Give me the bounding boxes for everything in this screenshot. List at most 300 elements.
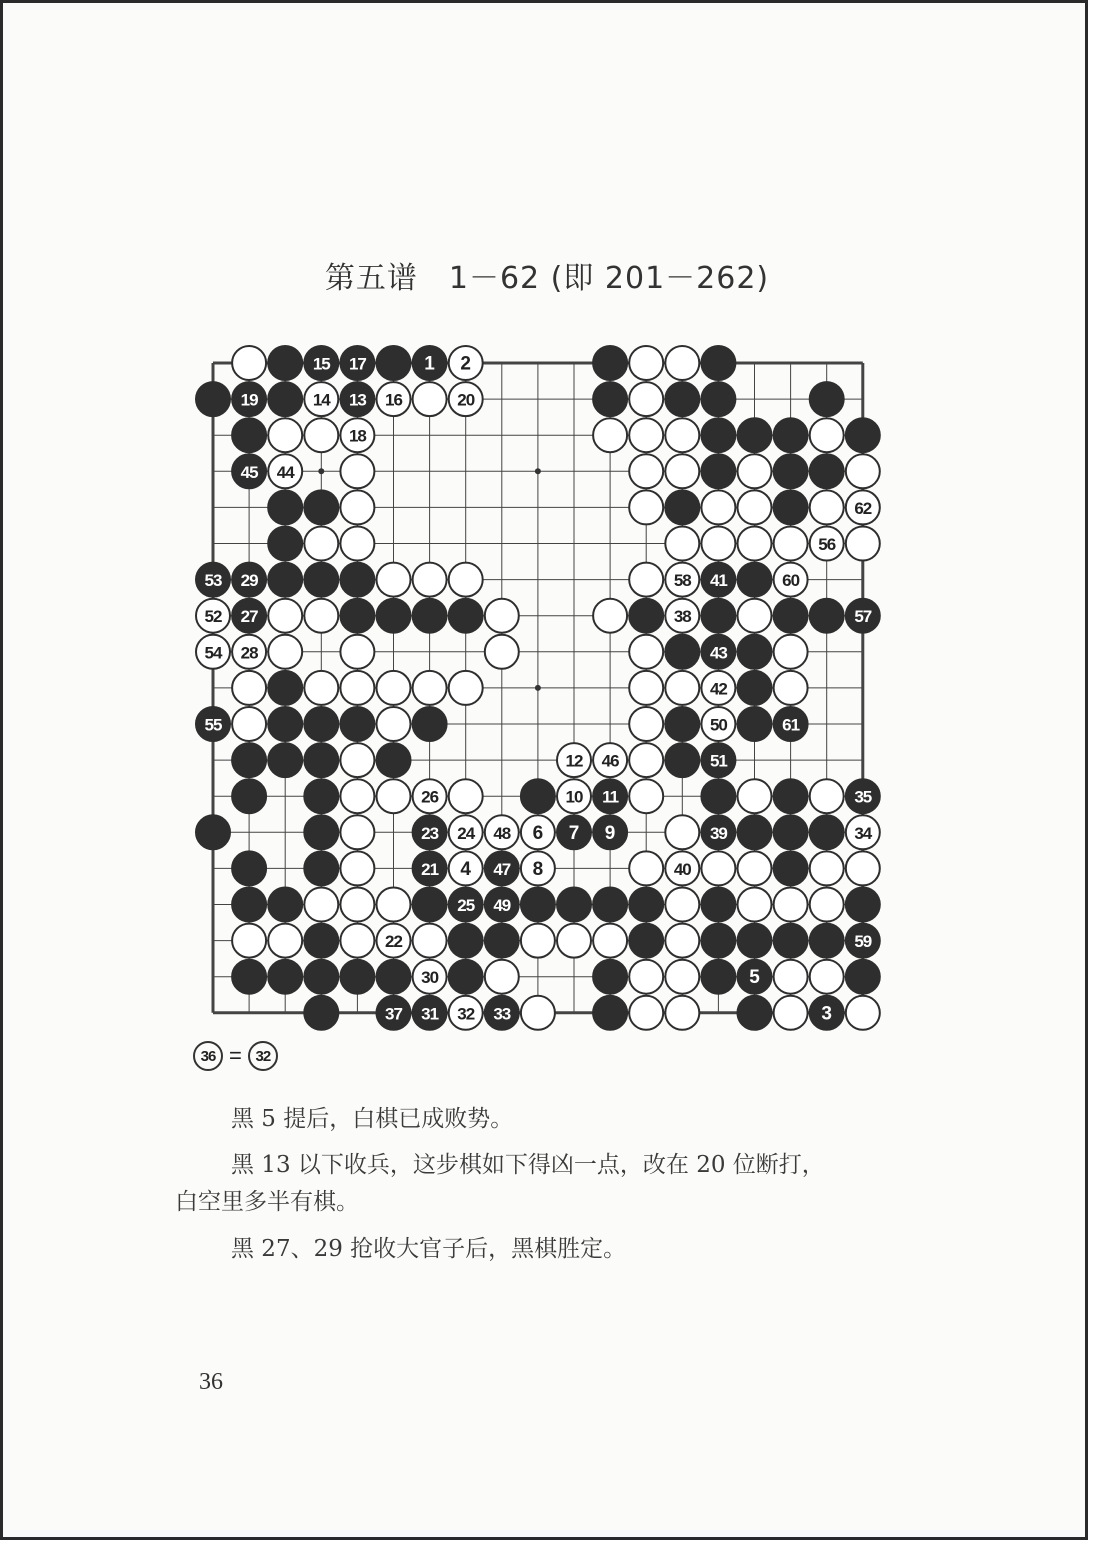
move-number: 41 — [709, 571, 727, 591]
black-stone — [232, 779, 266, 813]
white-stone — [810, 779, 844, 813]
white-stone — [557, 743, 591, 777]
white-stone — [304, 671, 338, 705]
white-stone — [810, 527, 844, 561]
black-stone — [268, 527, 302, 561]
black-stone — [485, 924, 519, 958]
white-stone — [774, 671, 808, 705]
move-number: 45 — [240, 462, 258, 482]
black-stone — [196, 563, 230, 597]
black-stone — [665, 490, 699, 524]
black-stone — [413, 851, 447, 885]
white-stone — [377, 888, 411, 922]
black-stone — [846, 779, 880, 813]
black-stone — [377, 960, 411, 994]
move-36-marker: 36 — [193, 1041, 223, 1071]
black-stone — [593, 779, 627, 813]
black-stone — [232, 563, 266, 597]
white-stone — [665, 888, 699, 922]
white-stone — [665, 527, 699, 561]
black-stone — [268, 490, 302, 524]
white-stone — [449, 382, 483, 416]
black-stone — [593, 888, 627, 922]
move-number: 23 — [421, 823, 439, 843]
move-number: 40 — [673, 859, 691, 879]
black-stone — [810, 924, 844, 958]
move-number: 19 — [240, 390, 258, 410]
white-stone — [593, 924, 627, 958]
black-stone — [340, 707, 374, 741]
black-stone — [304, 815, 338, 849]
move-number: 22 — [385, 932, 402, 952]
equals-sign: = — [229, 1043, 242, 1068]
black-stone — [846, 888, 880, 922]
black-stone — [196, 382, 230, 416]
white-stone — [449, 851, 483, 885]
white-stone — [665, 599, 699, 633]
white-stone — [521, 924, 555, 958]
black-stone — [557, 888, 591, 922]
move-number: 60 — [782, 571, 800, 591]
white-stone — [629, 382, 663, 416]
white-stone — [846, 527, 880, 561]
white-stone — [377, 924, 411, 958]
white-stone — [413, 779, 447, 813]
black-stone — [846, 924, 880, 958]
move-number: 44 — [276, 462, 294, 482]
black-stone — [485, 996, 519, 1030]
move-number: 21 — [421, 859, 439, 879]
white-stone — [413, 563, 447, 597]
black-stone — [593, 960, 627, 994]
white-stone — [774, 563, 808, 597]
page-edge — [1088, 0, 1097, 1546]
black-stone — [810, 996, 844, 1030]
black-stone — [449, 960, 483, 994]
black-stone — [593, 346, 627, 380]
white-stone — [629, 490, 663, 524]
black-stone — [701, 924, 735, 958]
commentary-paragraph-2-continued: 白空里多半有棋。 — [175, 1189, 359, 1215]
white-stone — [665, 996, 699, 1030]
star-point — [535, 468, 541, 474]
black-stone — [665, 635, 699, 669]
white-stone — [810, 851, 844, 885]
move-number: 51 — [709, 751, 727, 771]
white-stone — [413, 960, 447, 994]
white-stone — [846, 851, 880, 885]
move-number: 49 — [493, 896, 511, 915]
black-stone — [593, 996, 627, 1030]
white-stone — [846, 815, 880, 849]
black-stone — [738, 996, 772, 1030]
white-stone — [268, 418, 302, 452]
white-stone — [774, 527, 808, 561]
black-stone — [485, 851, 519, 885]
white-stone — [701, 671, 735, 705]
move-number: 7 — [568, 822, 580, 844]
white-stone — [593, 743, 627, 777]
white-stone — [449, 815, 483, 849]
black-stone — [449, 599, 483, 633]
black-stone — [449, 888, 483, 922]
white-stone — [340, 418, 374, 452]
black-stone — [738, 418, 772, 452]
move-number: 13 — [348, 390, 366, 410]
black-stone — [701, 743, 735, 777]
go-board-diagram — [183, 333, 913, 1033]
white-stone — [485, 960, 519, 994]
move-number: 62 — [854, 498, 872, 518]
move-number: 4 — [460, 858, 471, 880]
move-number: 8 — [532, 858, 544, 880]
black-stone — [701, 382, 735, 416]
move-number: 14 — [312, 390, 330, 410]
move-number: 30 — [421, 968, 439, 988]
white-stone — [268, 924, 302, 958]
move-number: 46 — [601, 751, 619, 771]
move-number: 56 — [818, 535, 836, 554]
move-number: 37 — [385, 1004, 402, 1024]
black-stone — [232, 454, 266, 488]
black-stone — [738, 671, 772, 705]
white-stone — [232, 707, 266, 741]
white-stone — [738, 454, 772, 488]
black-stone — [774, 490, 808, 524]
commentary-paragraph-1: 黑 5 提后，白棋已成败势。 — [231, 1106, 514, 1132]
white-stone — [629, 779, 663, 813]
black-stone — [232, 851, 266, 885]
white-stone — [557, 779, 591, 813]
black-stone — [774, 851, 808, 885]
black-stone — [268, 382, 302, 416]
white-stone — [665, 454, 699, 488]
move-number: 26 — [421, 787, 439, 807]
black-stone — [738, 815, 772, 849]
black-stone — [738, 635, 772, 669]
white-stone — [340, 815, 374, 849]
white-stone — [810, 490, 844, 524]
white-stone — [268, 454, 302, 488]
black-stone — [810, 454, 844, 488]
move-number: 43 — [709, 643, 727, 663]
white-stone — [701, 490, 735, 524]
black-stone — [521, 779, 555, 813]
black-stone — [413, 815, 447, 849]
white-stone — [701, 851, 735, 885]
white-stone — [485, 635, 519, 669]
black-stone — [232, 599, 266, 633]
black-stone — [774, 454, 808, 488]
black-stone — [665, 707, 699, 741]
white-stone — [377, 671, 411, 705]
black-stone — [377, 996, 411, 1030]
black-stone — [846, 599, 880, 633]
black-stone — [304, 490, 338, 524]
white-stone — [774, 888, 808, 922]
black-stone — [665, 382, 699, 416]
move-number: 10 — [565, 787, 583, 807]
white-stone — [340, 779, 374, 813]
white-stone — [738, 527, 772, 561]
black-stone — [377, 599, 411, 633]
white-stone — [665, 563, 699, 597]
move-number: 31 — [421, 1004, 439, 1024]
white-stone — [449, 996, 483, 1030]
white-stone — [340, 671, 374, 705]
white-stone — [846, 490, 880, 524]
move-number: 53 — [204, 571, 222, 591]
move-number: 61 — [782, 715, 800, 735]
white-stone — [665, 924, 699, 958]
white-stone — [557, 924, 591, 958]
black-stone — [413, 996, 447, 1030]
white-stone — [485, 815, 519, 849]
white-stone — [629, 454, 663, 488]
white-stone — [232, 635, 266, 669]
page-number: 36 — [199, 1369, 223, 1395]
white-stone — [629, 851, 663, 885]
black-stone — [304, 960, 338, 994]
black-stone — [701, 960, 735, 994]
black-stone — [846, 418, 880, 452]
white-stone — [846, 996, 880, 1030]
move-number: 15 — [312, 354, 330, 374]
white-stone — [340, 888, 374, 922]
black-stone — [304, 924, 338, 958]
white-stone — [340, 924, 374, 958]
black-stone — [413, 599, 447, 633]
move-number: 58 — [673, 571, 691, 591]
move-number: 48 — [493, 823, 511, 843]
black-stone — [774, 418, 808, 452]
white-stone — [449, 779, 483, 813]
white-stone — [738, 599, 772, 633]
move-number: 2 — [460, 353, 471, 375]
black-stone — [701, 346, 735, 380]
black-stone — [701, 563, 735, 597]
white-stone — [665, 671, 699, 705]
black-stone — [304, 851, 338, 885]
white-stone — [340, 490, 374, 524]
white-stone — [232, 346, 266, 380]
black-stone — [701, 888, 735, 922]
white-stone — [593, 418, 627, 452]
white-stone — [377, 563, 411, 597]
white-stone — [485, 599, 519, 633]
move-number: 47 — [493, 859, 511, 879]
white-stone — [340, 635, 374, 669]
black-stone — [774, 707, 808, 741]
black-stone — [304, 563, 338, 597]
white-stone — [629, 635, 663, 669]
move-number: 20 — [457, 390, 475, 410]
black-stone — [340, 382, 374, 416]
white-stone — [377, 707, 411, 741]
black-stone — [304, 779, 338, 813]
white-stone — [449, 563, 483, 597]
black-stone — [665, 743, 699, 777]
white-stone — [629, 418, 663, 452]
star-point — [535, 685, 541, 691]
white-stone — [232, 924, 266, 958]
white-stone — [449, 671, 483, 705]
white-stone — [629, 563, 663, 597]
black-stone — [485, 888, 519, 922]
black-stone — [268, 960, 302, 994]
move-number: 50 — [709, 715, 727, 735]
black-stone — [268, 671, 302, 705]
black-stone — [774, 924, 808, 958]
white-stone — [304, 599, 338, 633]
black-stone — [738, 924, 772, 958]
white-stone — [521, 851, 555, 885]
white-stone — [665, 418, 699, 452]
move-number: 28 — [240, 643, 258, 663]
black-stone — [413, 707, 447, 741]
move-number: 24 — [457, 823, 475, 843]
white-stone — [846, 454, 880, 488]
black-stone — [701, 599, 735, 633]
black-stone — [810, 815, 844, 849]
black-stone — [557, 815, 591, 849]
black-stone — [232, 418, 266, 452]
black-stone — [377, 743, 411, 777]
move-number: 12 — [565, 751, 583, 771]
white-stone — [593, 599, 627, 633]
black-stone — [377, 346, 411, 380]
white-stone — [521, 815, 555, 849]
white-stone — [377, 779, 411, 813]
black-stone — [232, 382, 266, 416]
white-stone — [629, 960, 663, 994]
white-stone — [774, 635, 808, 669]
move-number: 38 — [673, 607, 691, 627]
move-number: 34 — [854, 823, 872, 843]
black-stone — [701, 418, 735, 452]
move-equivalence-note — [193, 1039, 278, 1073]
white-stone — [340, 851, 374, 885]
white-stone — [196, 635, 230, 669]
white-stone — [304, 382, 338, 416]
white-stone — [629, 346, 663, 380]
black-stone — [629, 924, 663, 958]
white-stone — [268, 599, 302, 633]
white-stone — [340, 454, 374, 488]
move-number: 42 — [709, 679, 727, 699]
white-stone — [413, 382, 447, 416]
white-stone — [629, 743, 663, 777]
move-number: 29 — [240, 571, 258, 591]
black-stone — [268, 346, 302, 380]
black-stone — [593, 815, 627, 849]
black-stone — [738, 707, 772, 741]
move-number: 3 — [821, 1003, 832, 1025]
black-stone — [701, 635, 735, 669]
white-stone — [701, 707, 735, 741]
move-number: 33 — [493, 1004, 511, 1024]
white-stone — [810, 418, 844, 452]
black-stone — [738, 960, 772, 994]
black-stone — [340, 563, 374, 597]
black-stone — [340, 960, 374, 994]
move-number: 6 — [532, 822, 544, 844]
white-stone — [196, 599, 230, 633]
black-stone — [629, 599, 663, 633]
black-stone — [810, 599, 844, 633]
white-stone — [377, 382, 411, 416]
move-number: 32 — [457, 1004, 475, 1024]
black-stone — [521, 888, 555, 922]
move-number: 35 — [854, 787, 872, 807]
black-stone — [701, 779, 735, 813]
white-stone — [413, 671, 447, 705]
move-number: 11 — [602, 787, 619, 807]
black-stone — [701, 454, 735, 488]
move-number: 57 — [854, 607, 872, 627]
black-stone — [340, 599, 374, 633]
white-stone — [629, 996, 663, 1030]
black-stone — [774, 599, 808, 633]
white-stone — [665, 346, 699, 380]
white-stone — [665, 960, 699, 994]
white-stone — [774, 996, 808, 1030]
white-stone — [304, 418, 338, 452]
move-number: 39 — [709, 823, 727, 843]
white-stone — [340, 743, 374, 777]
black-stone — [268, 888, 302, 922]
black-stone — [196, 707, 230, 741]
move-number: 5 — [749, 967, 760, 989]
commentary-paragraph-3: 黑 27、29 抢收大官子后，黑棋胜定。 — [231, 1236, 627, 1262]
black-stone — [268, 563, 302, 597]
white-stone — [665, 851, 699, 885]
black-stone — [413, 888, 447, 922]
white-stone — [629, 671, 663, 705]
white-stone — [810, 888, 844, 922]
move-number: 17 — [348, 354, 366, 374]
move-number: 55 — [204, 715, 222, 735]
black-stone — [304, 996, 338, 1030]
white-stone — [738, 888, 772, 922]
black-stone — [629, 888, 663, 922]
white-stone — [629, 707, 663, 741]
black-stone — [738, 563, 772, 597]
black-stone — [304, 743, 338, 777]
move-number: 18 — [348, 426, 366, 446]
move-number: 54 — [204, 643, 222, 663]
black-stone — [593, 382, 627, 416]
white-stone — [340, 527, 374, 561]
white-stone — [232, 671, 266, 705]
star-point — [318, 468, 324, 474]
move-32-marker: 32 — [248, 1041, 278, 1071]
black-stone — [413, 346, 447, 380]
black-stone — [701, 815, 735, 849]
white-stone — [413, 924, 447, 958]
white-stone — [701, 527, 735, 561]
move-number: 27 — [240, 607, 258, 627]
white-stone — [304, 527, 338, 561]
black-stone — [232, 888, 266, 922]
black-stone — [846, 960, 880, 994]
white-stone — [810, 960, 844, 994]
black-stone — [774, 815, 808, 849]
black-stone — [304, 707, 338, 741]
move-number: 9 — [604, 822, 616, 844]
white-stone — [449, 346, 483, 380]
commentary-paragraph-2: 黑 13 以下收兵，这步棋如下得凶一点，改在 20 位断打， — [231, 1152, 825, 1178]
